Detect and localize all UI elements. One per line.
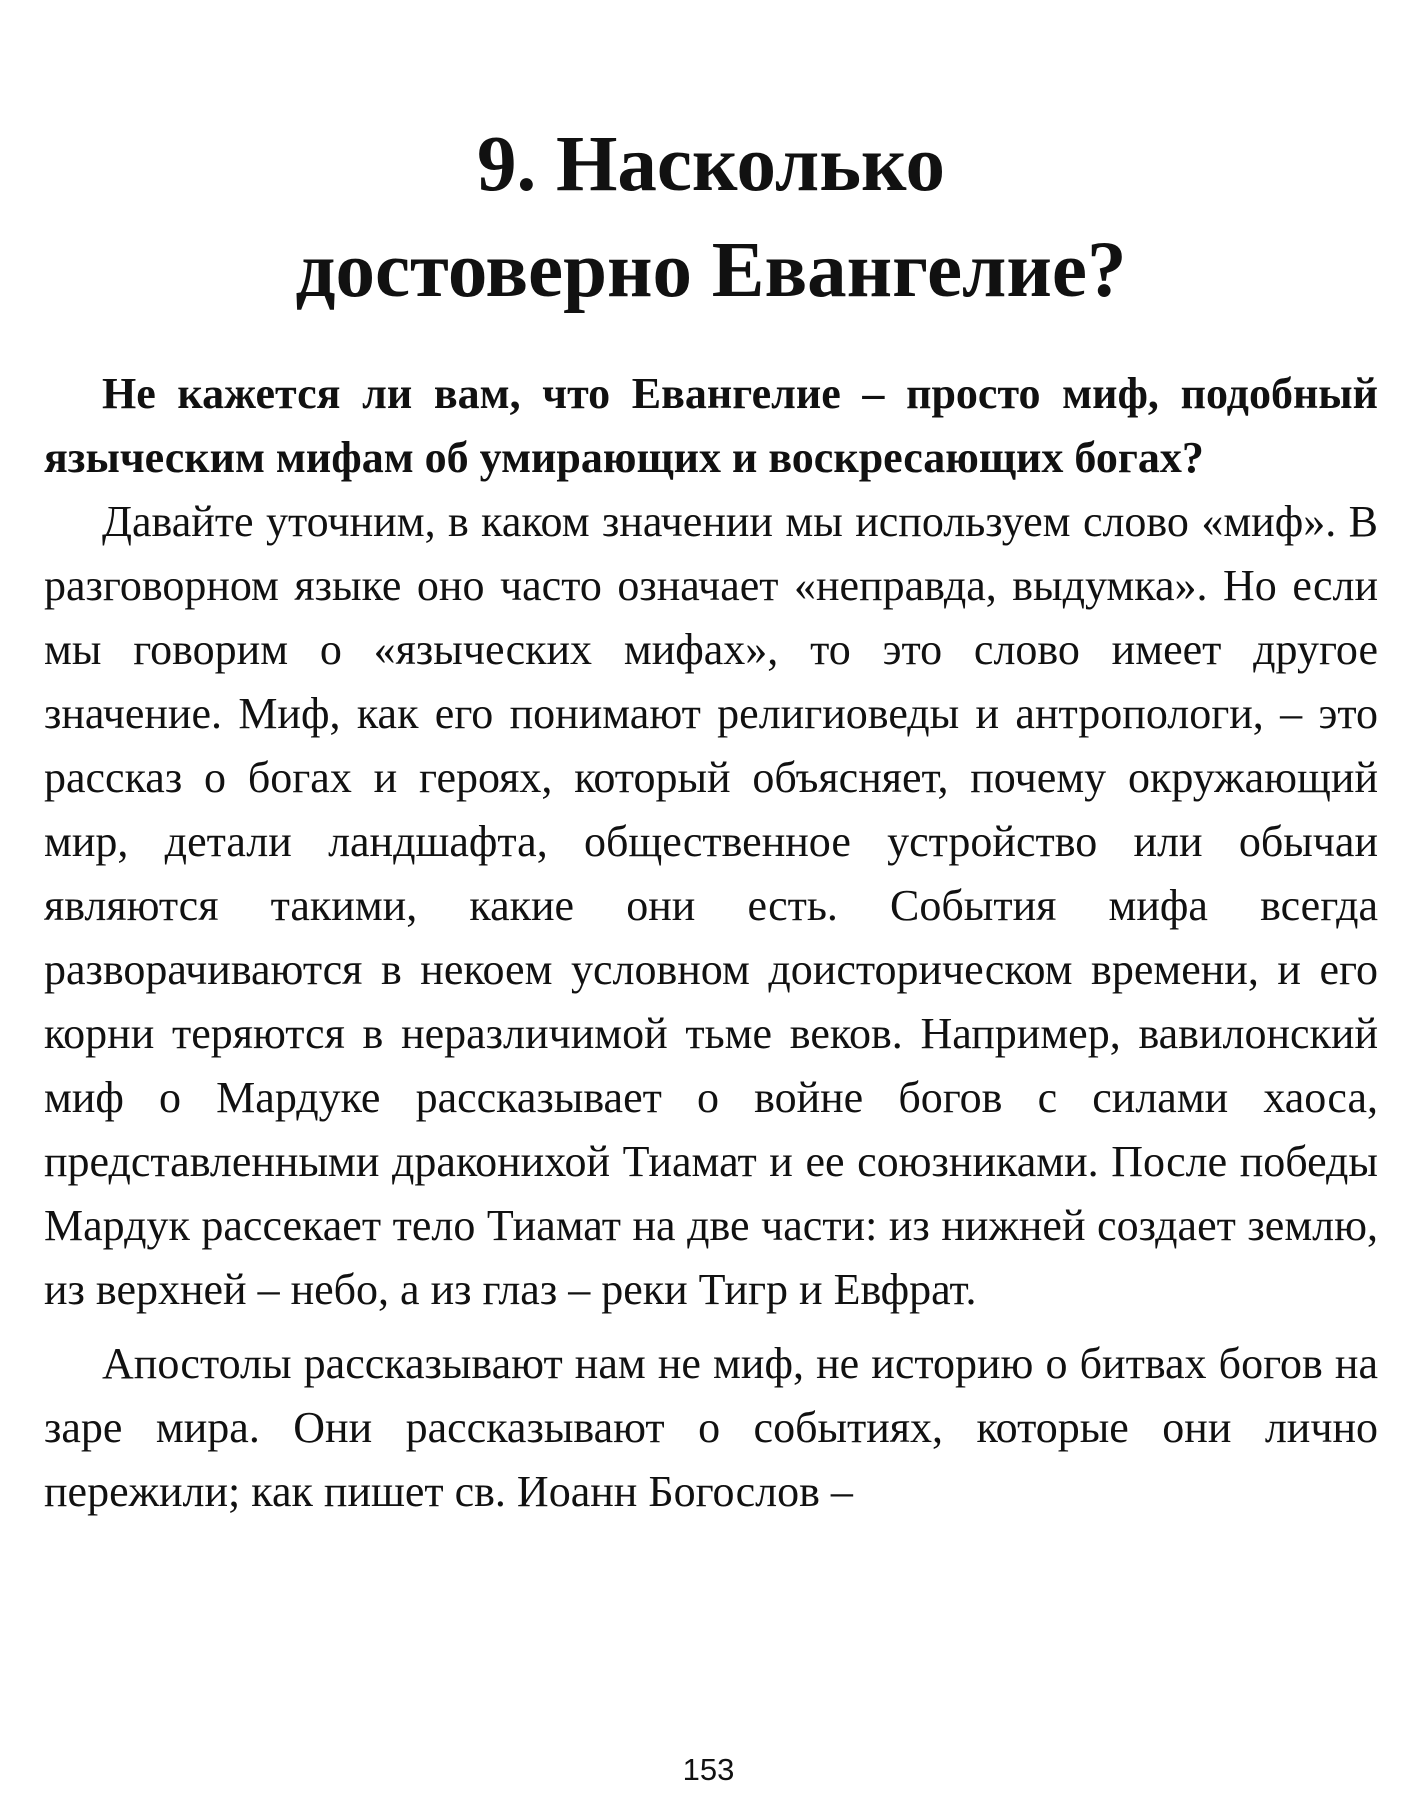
- body-paragraph-2: Апостолы рассказывают нам не миф, не историю о битвах богов на заре мира. Они рассказывают о событиях, которые они лично пережили; как пишет св. Иоанн Богослов –: [44, 1339, 1378, 1516]
- book-page: [44, 0, 1378, 1807]
- body-paragraph-1: Давайте уточним, в каком значении мы используем слово «миф». В разговорном языке оно часто означает «неправда, выдумка». Но если мы говорим о «языческих мифах», то это слово имеет другое значение. Миф, как его понимают религиоведы и антропологи, – это рассказ о богах и героях, который объясняет, почему окружающий мир, детали ландшафта, общественное устройство или обычаи являются такими, какие они есть. События мифа всегда разворачиваются в некоем условном доисторическом времени, и его корни теряются в неразличимой тьме веков. Например, вавилонский миф о Мардуке рассказывает о войне богов с силами хаоса, представленными драконихой Тиамат и ее союзниками. После победы Мардук рассекает тело Тиамат на две части: из нижней создает землю, из верхней – небо, а из глаз – реки Тигр и Евфрат.: [44, 497, 1378, 1314]
- page-number: 153: [682, 1752, 735, 1787]
- chapter-title: [44, 112, 1378, 324]
- chapter-title-line-1: 9. Насколько: [476, 121, 946, 208]
- chapter-title-line-2: достоверно Евангелие?: [295, 227, 1127, 314]
- question-heading: Не кажется ли вам, что Евангелие – просто миф, подобный языческим мифам об умирающих и воскресающих богах?: [44, 369, 1378, 482]
